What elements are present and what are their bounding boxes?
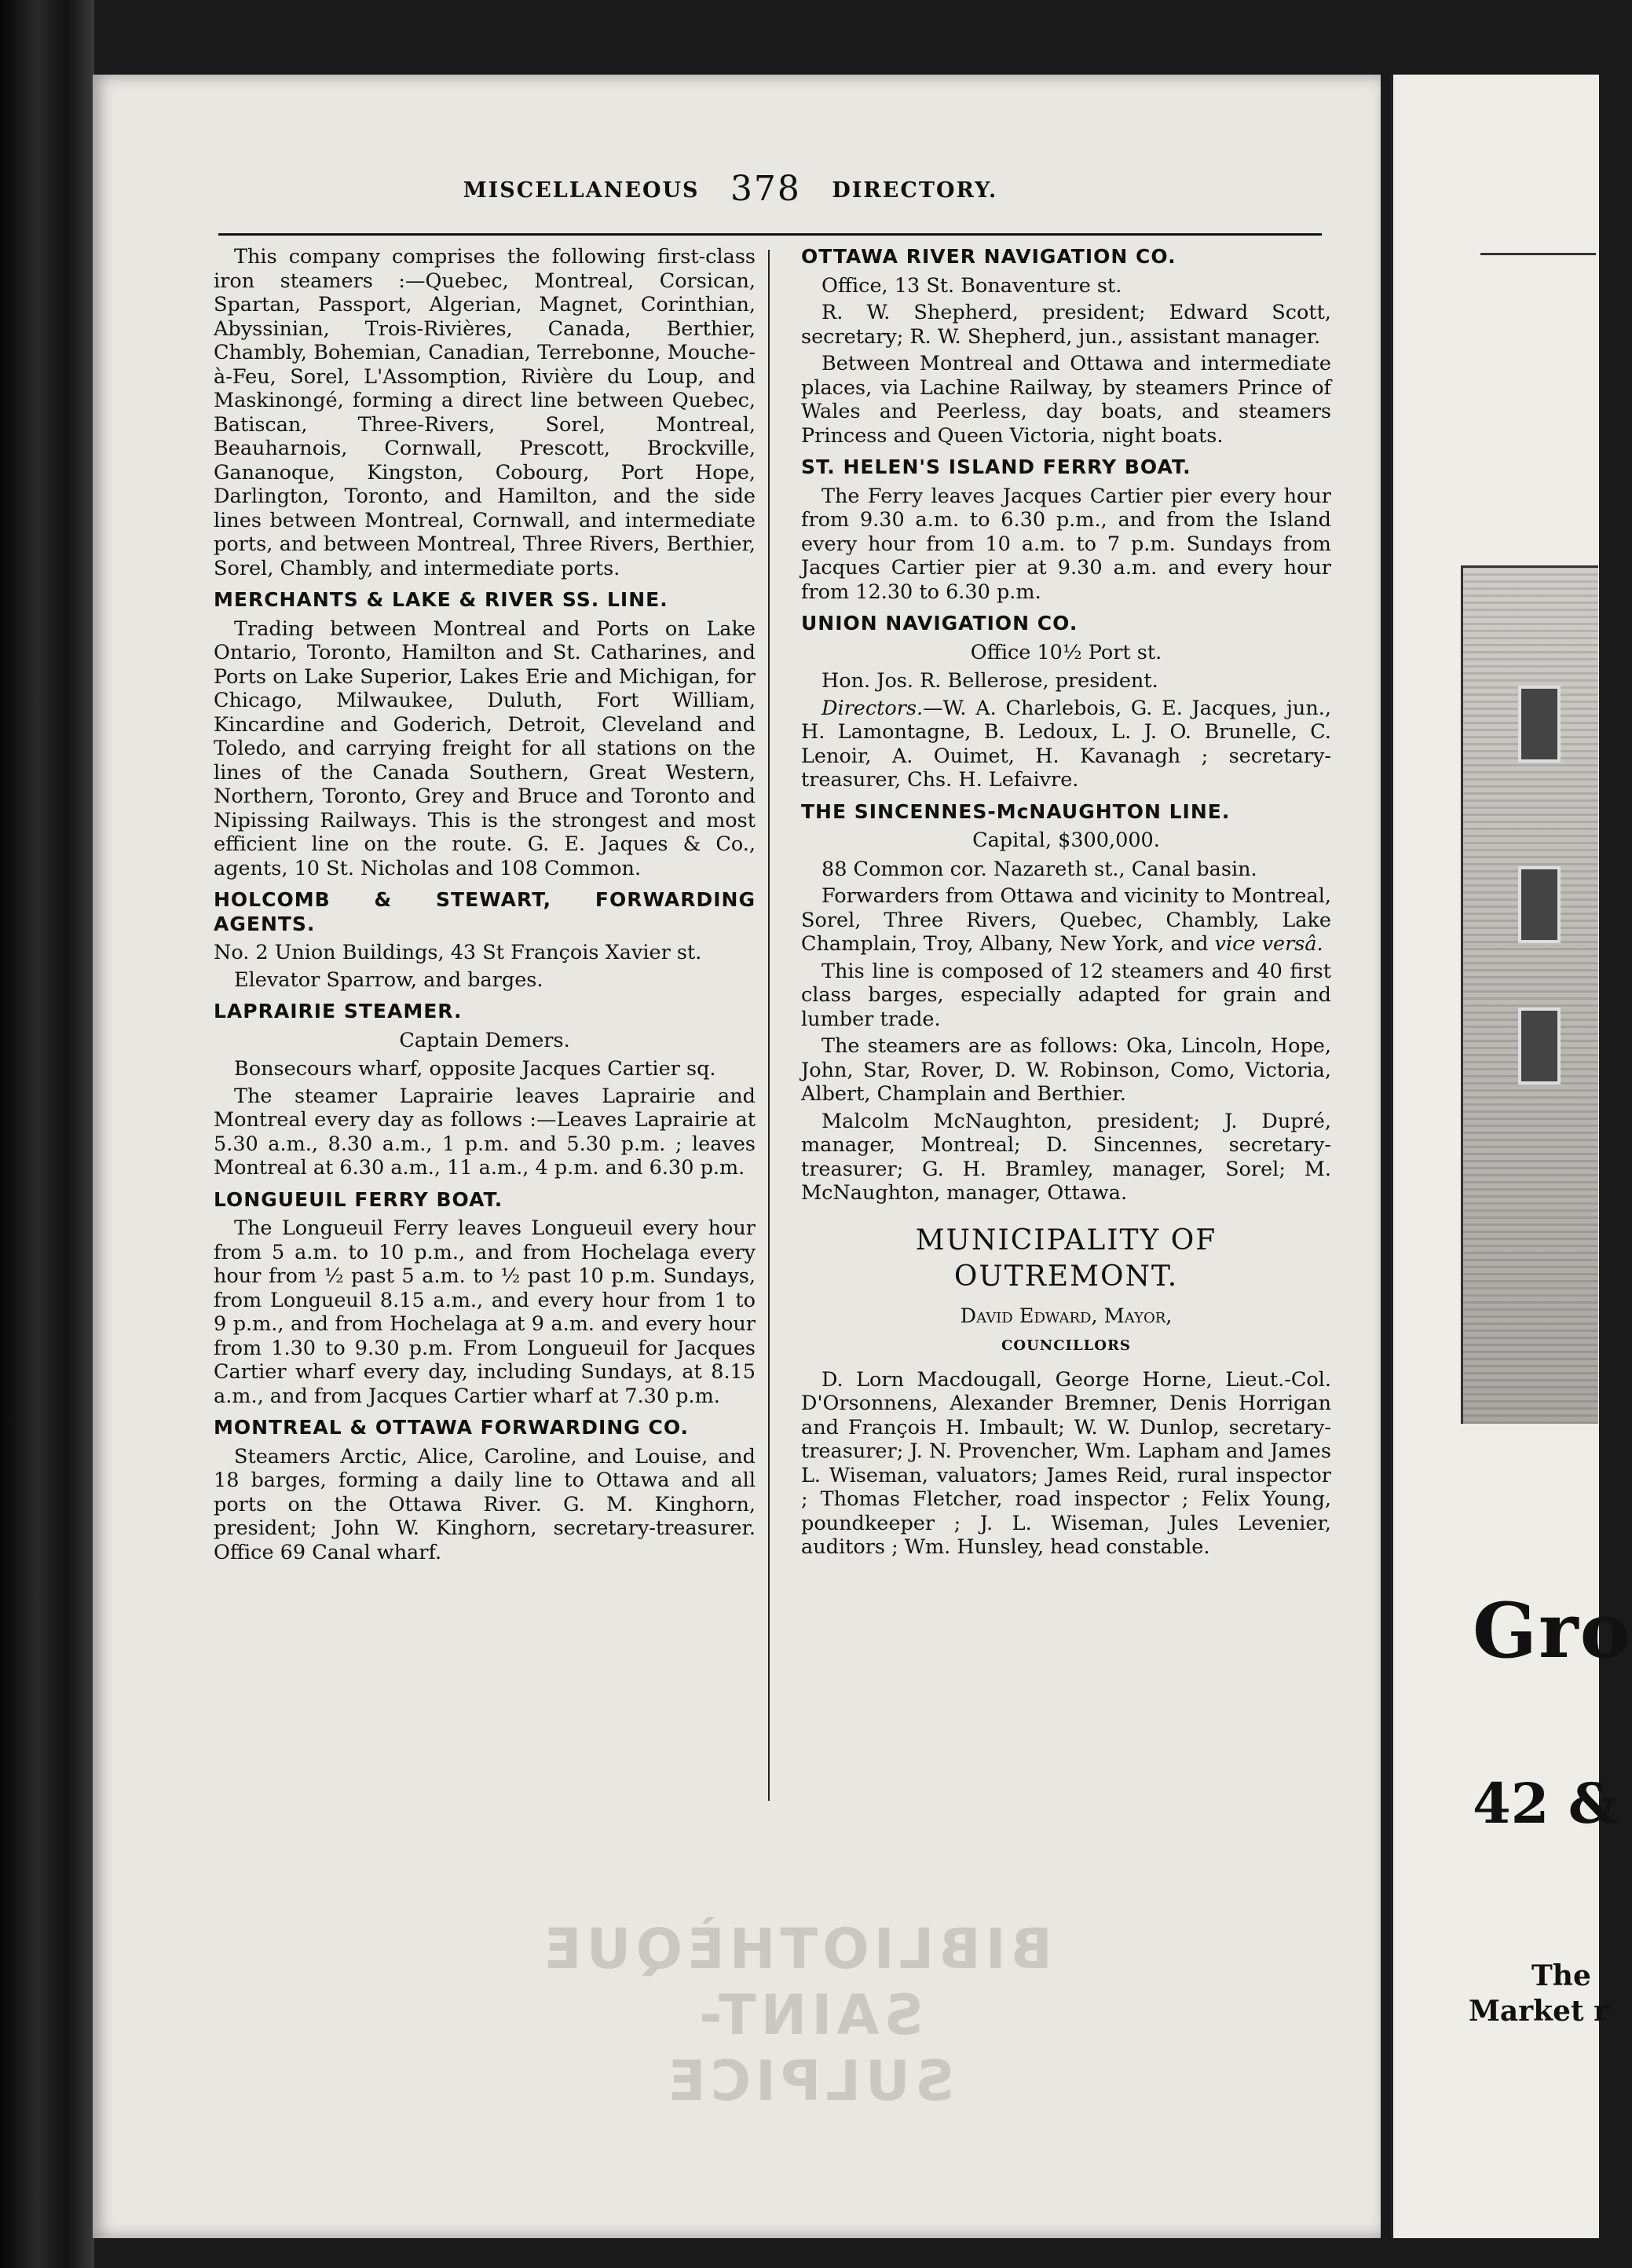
page-number: 378 xyxy=(730,169,801,209)
holcomb-title: HOLCOMB & STEWART, FORWARDING AGENTS. xyxy=(214,888,756,935)
header-right: DIRECTORY. xyxy=(832,178,998,203)
stamp-line2: SAINT-SULPICE xyxy=(663,1983,955,2113)
facing-page-line2: Market r xyxy=(1469,1995,1609,2028)
merchants-title: MERCHANTS & LAKE & RIVER SS. LINE. xyxy=(214,588,668,611)
longueuil-text: The Longueuil Ferry leaves Longueuil every hour from 5 a.m. to 10 p.m., and from Hochelaga every hour from ½ past 5 a.m. to ½ past 10 p.m. Sundays, from Longueuil 8.15 a.m., and every hour from 1 to 9 p.m., and from Hochelaga at 9 a.m. and every hour from 1.30 to 9.30 p.m. From Longueuil for Jacques Cartier wharf every day, including Sundays, at 8.15 a.m., and from Jacques Cartier wharf at 7.30 p.m. xyxy=(214,1216,756,1408)
facing-page-title: Gro xyxy=(1473,1586,1632,1675)
right-column xyxy=(801,245,1331,1563)
facing-page-number: 42 & xyxy=(1473,1771,1618,1836)
facing-page-rule xyxy=(1480,253,1596,255)
sincennes-title: THE SINCENNES-McNAUGHTON LINE. xyxy=(801,799,1231,823)
building-window xyxy=(1518,686,1561,763)
facing-page-line1: The xyxy=(1531,1959,1591,1992)
ottawa-river-title: OTTAWA RIVER NAVIGATION CO. xyxy=(801,245,1176,268)
union-nav-title: UNION NAVIGATION CO. xyxy=(801,612,1078,635)
sincennes-text1 xyxy=(801,884,1331,957)
directors-label: Directors. xyxy=(821,696,924,720)
montreal-ottawa-text: Steamers Arctic, Alice, Caroline, and Louise, and 18 barges, forming a daily line to Ottawa and all ports on the Ottawa River. G. M. Kinghorn, president; John W. Kinghorn, secretary-treasurer. Office 69 Canal wharf. xyxy=(214,1444,756,1564)
st-helens-title: ST. HELEN'S ISLAND FERRY BOAT. xyxy=(801,455,1191,478)
ottawa-river-text: Between Montreal and Ottawa and intermediate places, via Lachine Railway, by steamers Prince of Wales and Peerless, day boats, and steamers Princess and Queen Victoria, night boats. xyxy=(801,352,1331,448)
union-nav-office: Office 10½ Port st. xyxy=(970,640,1162,664)
laprairie-wharf: Bonsecours wharf, opposite Jacques Cartier sq. xyxy=(234,1057,716,1081)
outremont-mayor: David Edward, Mayor, xyxy=(960,1304,1173,1328)
laprairie-captain: Captain Demers. xyxy=(399,1028,570,1052)
sincennes-text1-italic: vice versâ. xyxy=(1214,932,1323,956)
building-window xyxy=(1518,1008,1561,1085)
stamp-line1: BIBLIOTHÈQUE xyxy=(539,1917,1052,1981)
ottawa-river-office: Office, 13 St. Bonaventure st. xyxy=(821,273,1122,298)
building-engraving xyxy=(1461,565,1598,1424)
column-divider xyxy=(768,250,770,1801)
sincennes-text2: This line is composed of 12 steamers and 40 first class barges, especially adapted for grain and lumber trade. xyxy=(801,959,1331,1031)
union-nav-directors xyxy=(801,697,1331,792)
holcomb-text: Elevator Sparrow, and barges. xyxy=(234,968,543,992)
left-column xyxy=(214,245,756,1567)
sincennes-address: 88 Common cor. Nazareth st., Canal basin. xyxy=(821,857,1257,881)
sincennes-text3: The steamers are as follows: Oka, Lincoln, Hope, John, Star, Rover, D. W. Robinson, Como, Victoria, Albert, Champlain and Berthier. xyxy=(801,1034,1331,1106)
outremont-title: MUNICIPALITY OF OUTREMONT. xyxy=(915,1224,1217,1293)
longueuil-title: LONGUEUIL FERRY BOAT. xyxy=(214,1187,503,1211)
ottawa-river-officers: R. W. Shepherd, president; Edward Scott, secretary; R. W. Shepherd, jun., assistant manager. xyxy=(801,301,1331,349)
book-spine xyxy=(0,0,94,2268)
directors-list: —W. A. Charlebois, G. E. Jacques, jun., H. Lamontagne, B. Ledoux, L. J. O. Brunelle, C. Lenoir, A. Ouimet, H. Kavanagh ; secretary-treasurer, Chs. H. Lefaivre. xyxy=(801,696,1331,792)
header-rule xyxy=(218,233,1322,236)
montreal-ottawa-title: MONTREAL & OTTAWA FORWARDING CO. xyxy=(214,1416,690,1439)
st-helens-text: The Ferry leaves Jacques Cartier pier every hour from 9.30 a.m. to 6.30 p.m., and from the Island every hour from 10 a.m. to 7 p.m. Sundays from Jacques Cartier pier at 9.30 a.m. and every hour from 12.30 to 6.30 p.m. xyxy=(801,484,1331,604)
page-header xyxy=(134,169,1327,209)
sincennes-capital: Capital, $300,000. xyxy=(972,829,1160,852)
laprairie-title: LAPRAIRIE STEAMER. xyxy=(214,1000,463,1022)
library-stamp xyxy=(539,1916,1052,2114)
building-window xyxy=(1518,866,1561,943)
sincennes-text4: Malcolm McNaughton, president; J. Dupré, manager, Montreal; D. Sincennes, secretary-treasurer; G. H. Bramley, manager, Sorel; M. McNaughton, manager, Ottawa. xyxy=(801,1109,1331,1205)
laprairie-text: The steamer Laprairie leaves Laprairie and Montreal every day as follows :—Leaves Laprairie at 5.30 a.m., 8.30 a.m., 1 p.m. and 5.30 p.m. ; leaves Montreal at 6.30 a.m., 11 a.m., 4 p.m. and 6.30 p.m. xyxy=(214,1084,756,1180)
steamers-intro: This company comprises the following first-class iron steamers :—Quebec, Montreal, Corsican, Spartan, Passport, Algerian, Magnet, Corinthian, Abyssinian, Trois-Rivières, Canada, Berthier, Chambly, Bohemian, Canadian, Terrebonne, Mouche-à-Feu, Sorel, L'Assomption, Rivière du Loup, and Maskinongé, forming a direct line between Quebec, Batiscan, Three-Rivers, Sorel, Montreal, Beauharnois, Cornwall, Prescott, Brockville, Gananoque, Kingston, Cobourg, Port Hope, Darlington, Toronto, and Hamilton, and the side lines between Montreal, Cornwall, and intermediate ports, and between Montreal, Three Rivers, Berthier, Sorel, Chambly, and intermediate ports. xyxy=(214,245,756,580)
union-nav-president: Hon. Jos. R. Bellerose, president. xyxy=(821,669,1158,693)
holcomb-address: No. 2 Union Buildings, 43 St François Xavier st. xyxy=(214,941,702,964)
councillors-label: COUNCILLORS xyxy=(1001,1337,1131,1354)
sincennes-text1-main: Forwarders from Ottawa and vicinity to Montreal, Sorel, Three Rivers, Quebec, Chambly, Lake Champlain, Troy, Albany, New York, and xyxy=(801,884,1331,956)
merchants-text: Trading between Montreal and Ports on Lake Ontario, Toronto, Hamilton and St. Catharines, and Ports on Lake Superior, Lakes Erie and Michigan, for Chicago, Milwaukee, Duluth, Fort William, Kincardine and Goderich, Detroit, Cleveland and Toledo, and carrying freight for all stations on the lines of the Canada Southern, Great Western, Northern, Toronto, Grey and Bruce and Toronto and Nipissing Railways. This is the strongest and most efficient line on the route. G. E. Jaques & Co., agents, 10 St. Nicholas and 108 Common. xyxy=(214,616,756,880)
header-left: MISCELLANEOUS xyxy=(463,178,700,203)
outremont-councillors: D. Lorn Macdougall, George Horne, Lieut.-Col. D'Orsonnens, Alexander Bremner, Denis Horrigan and François H. Imbault; W. W. Dunlop, secretary-treasurer; J. N. Provencher, Wm. Lapham and James L. Wiseman, valuators; James Reid, rural inspector ; Thomas Fletcher, road inspector ; Felix Young, poundkeeper ; J. L. Wiseman, Jules Levenier, auditors ; Wm. Hunsley, head constable. xyxy=(801,1367,1331,1559)
